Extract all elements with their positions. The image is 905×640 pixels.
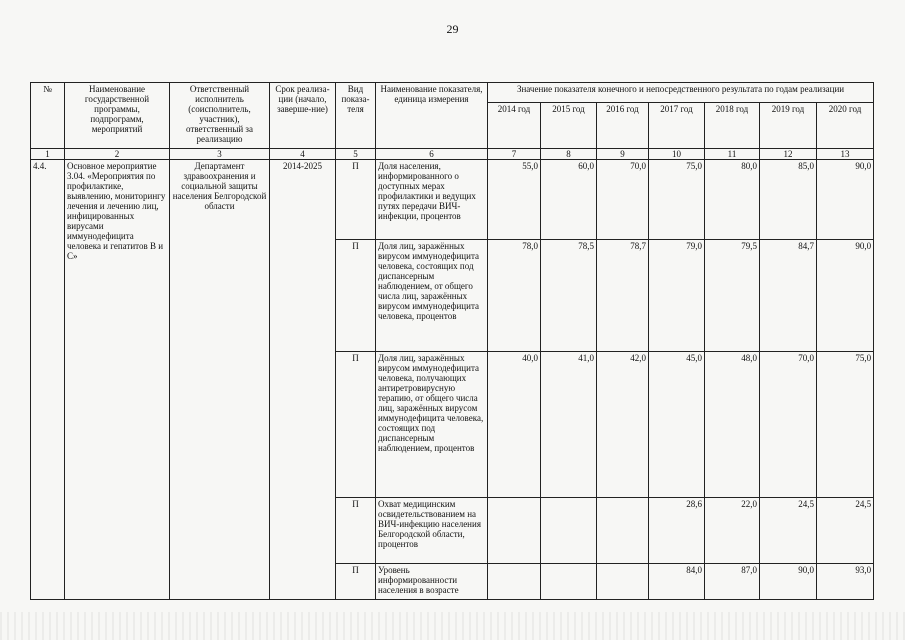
indicator-value: 78,7 bbox=[597, 240, 649, 352]
indicator-value: 24,5 bbox=[760, 498, 817, 564]
indicator-value: 75,0 bbox=[817, 352, 874, 498]
indicator-name: Доля лиц, заражённых вирусом иммунодефицита человека, состоящих под диспансерным наблюдением, от общего числа лиц, заражённых вирусом иммунодефицита человека, процентов bbox=[376, 240, 488, 352]
header-number: № bbox=[31, 83, 65, 149]
column-number: 2 bbox=[65, 149, 170, 160]
indicator-value: 93,0 bbox=[817, 564, 874, 600]
header-program-name: Наименование государственной программы, подпрограмм, мероприятий bbox=[65, 83, 170, 149]
column-number: 7 bbox=[488, 149, 541, 160]
column-number: 6 bbox=[376, 149, 488, 160]
measure-responsible: Департамент здравоохранения и социальной защиты населения Белгородской области bbox=[170, 160, 270, 600]
table-row bbox=[31, 160, 874, 240]
indicator-name: Доля лиц, заражённых вирусом иммунодефицита человека, получающих антиретровирусную терапию, от общего числа лиц, заражённых вирусом иммунодефицита человека, состоящих под диспансерным наблюдением, процентов bbox=[376, 352, 488, 498]
header-year: 2018 год bbox=[705, 103, 760, 149]
header-year: 2015 год bbox=[541, 103, 597, 149]
indicator-type: П bbox=[336, 498, 376, 564]
header-values-group: Значение показателя конечного и непосредственного результата по годам реализации bbox=[488, 83, 874, 103]
column-number: 11 bbox=[705, 149, 760, 160]
indicator-value: 42,0 bbox=[597, 352, 649, 498]
header-year: 2020 год bbox=[817, 103, 874, 149]
column-number: 5 bbox=[336, 149, 376, 160]
indicator-name: Охват медицинским освидетельствованием на ВИЧ-инфекцию населения Белгородской области, процентов bbox=[376, 498, 488, 564]
indicator-type: П bbox=[336, 564, 376, 600]
indicator-name: Уровень информированности населения в возрасте bbox=[376, 564, 488, 600]
indicator-value: 78,0 bbox=[488, 240, 541, 352]
header-year: 2014 год bbox=[488, 103, 541, 149]
column-number: 12 bbox=[760, 149, 817, 160]
indicators-table bbox=[30, 82, 874, 600]
indicator-value bbox=[597, 498, 649, 564]
indicator-value bbox=[541, 564, 597, 600]
scan-noise bbox=[0, 612, 905, 640]
measure-number: 4.4. bbox=[31, 160, 65, 600]
column-number: 8 bbox=[541, 149, 597, 160]
indicator-value bbox=[488, 498, 541, 564]
header-year: 2019 год bbox=[760, 103, 817, 149]
column-number: 13 bbox=[817, 149, 874, 160]
page-number: 29 bbox=[446, 22, 459, 36]
indicator-type: П bbox=[336, 160, 376, 240]
header-period: Срок реализа-ции (начало, заверше-ние) bbox=[270, 83, 336, 149]
indicator-value: 75,0 bbox=[649, 160, 705, 240]
header-year: 2016 год bbox=[597, 103, 649, 149]
indicator-value: 45,0 bbox=[649, 352, 705, 498]
indicator-type: П bbox=[336, 240, 376, 352]
indicator-value: 79,0 bbox=[649, 240, 705, 352]
indicator-value: 84,0 bbox=[649, 564, 705, 600]
column-number: 4 bbox=[270, 149, 336, 160]
header-indicator-name: Наименование показателя, единица измерения bbox=[376, 83, 488, 149]
header-year: 2017 год bbox=[649, 103, 705, 149]
column-numbers-row bbox=[31, 149, 874, 160]
indicator-value: 41,0 bbox=[541, 352, 597, 498]
indicator-value: 55,0 bbox=[488, 160, 541, 240]
column-number: 1 bbox=[31, 149, 65, 160]
header-indicator-type: Вид показа-теля bbox=[336, 83, 376, 149]
column-number: 10 bbox=[649, 149, 705, 160]
indicator-value: 48,0 bbox=[705, 352, 760, 498]
column-number: 3 bbox=[170, 149, 270, 160]
indicator-value: 79,5 bbox=[705, 240, 760, 352]
indicator-value: 24,5 bbox=[817, 498, 874, 564]
indicator-value: 80,0 bbox=[705, 160, 760, 240]
indicator-value: 90,0 bbox=[817, 160, 874, 240]
column-number: 9 bbox=[597, 149, 649, 160]
header-responsible: Ответственный исполнитель (соисполнитель, участник), ответственный за реализацию bbox=[170, 83, 270, 149]
indicator-value: 70,0 bbox=[760, 352, 817, 498]
measure-period: 2014-2025 bbox=[270, 160, 336, 600]
indicator-value: 90,0 bbox=[760, 564, 817, 600]
indicator-value bbox=[597, 564, 649, 600]
indicator-value: 40,0 bbox=[488, 352, 541, 498]
indicator-value: 70,0 bbox=[597, 160, 649, 240]
measure-name: Основное мероприятие 3.04. «Мероприятия по профилактике, выявлению, мониторингу лечения и лечению лиц, инфицированных вирусами иммунодефицита человека и гепатитов В и С» bbox=[65, 160, 170, 600]
indicator-value bbox=[488, 564, 541, 600]
indicator-type: П bbox=[336, 352, 376, 498]
indicator-value: 22,0 bbox=[705, 498, 760, 564]
indicator-value: 78,5 bbox=[541, 240, 597, 352]
indicator-value bbox=[541, 498, 597, 564]
indicator-name: Доля населения, информированного о доступных мерах профилактики и ведущих путях передачи ВИЧ-инфекции, процентов bbox=[376, 160, 488, 240]
indicator-value: 87,0 bbox=[705, 564, 760, 600]
indicator-value: 84,7 bbox=[760, 240, 817, 352]
indicator-value: 85,0 bbox=[760, 160, 817, 240]
indicator-value: 28,6 bbox=[649, 498, 705, 564]
indicator-value: 60,0 bbox=[541, 160, 597, 240]
indicator-value: 90,0 bbox=[817, 240, 874, 352]
